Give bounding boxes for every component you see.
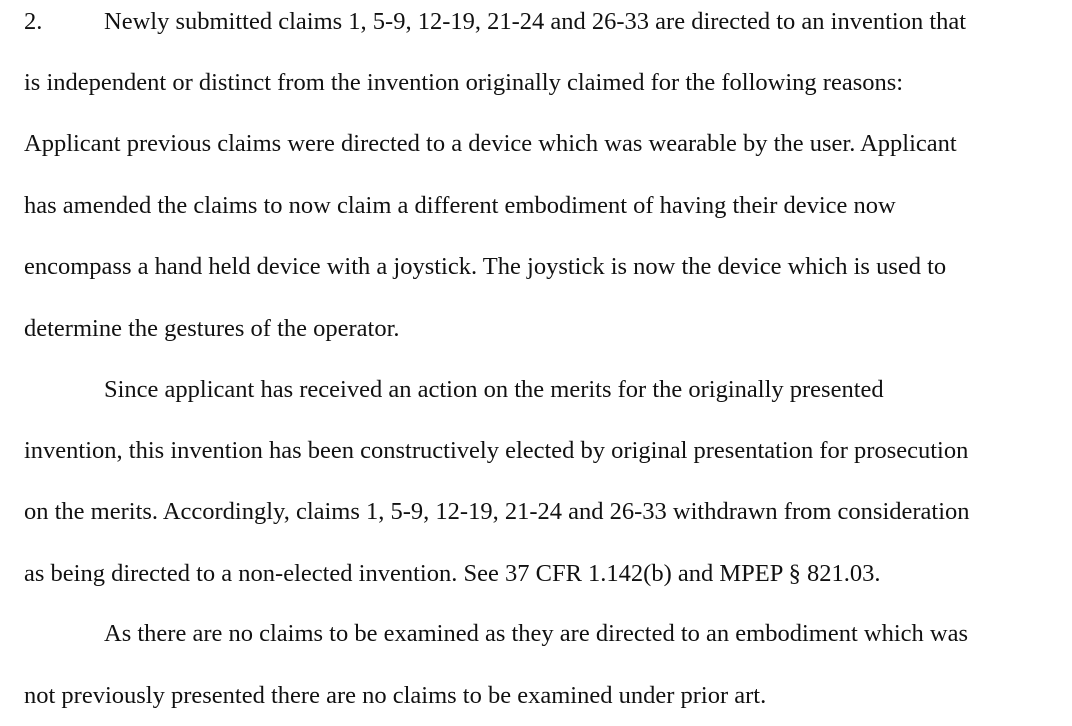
text-line-11: As there are no claims to be examined as they are directed to an embodiment which was	[104, 620, 968, 647]
text-line-8: invention, this invention has been constructively elected by original presentation for prosecution	[24, 437, 969, 464]
text-line-4: has amended the claims to now claim a different embodiment of having their device now	[24, 192, 896, 219]
text-line-10: as being directed to a non-elected invention. See 37 CFR 1.142(b) and MPEP § 821.03.	[24, 560, 881, 587]
text-line-5: encompass a hand held device with a joystick. The joystick is now the device which is used to	[24, 253, 947, 280]
text-line-6: determine the gestures of the operator.	[24, 315, 400, 342]
text-line-1: Newly submitted claims 1, 5-9, 12-19, 21-24 and 26-33 are directed to an invention that	[104, 8, 967, 35]
text-line-3: Applicant previous claims were directed to a device which was wearable by the user. Applicant	[24, 130, 957, 157]
text-line-9: on the merits. Accordingly, claims 1, 5-9, 12-19, 21-24 and 26-33 withdrawn from consideration	[24, 498, 970, 525]
text-line-7: Since applicant has received an action on the merits for the originally presented	[104, 376, 884, 403]
text-line-2: is independent or distinct from the invention originally claimed for the following reasons:	[24, 69, 904, 96]
text-line-12: not previously presented there are no claims to be examined under prior art.	[24, 682, 767, 709]
paragraph-number: 2.	[24, 8, 43, 35]
